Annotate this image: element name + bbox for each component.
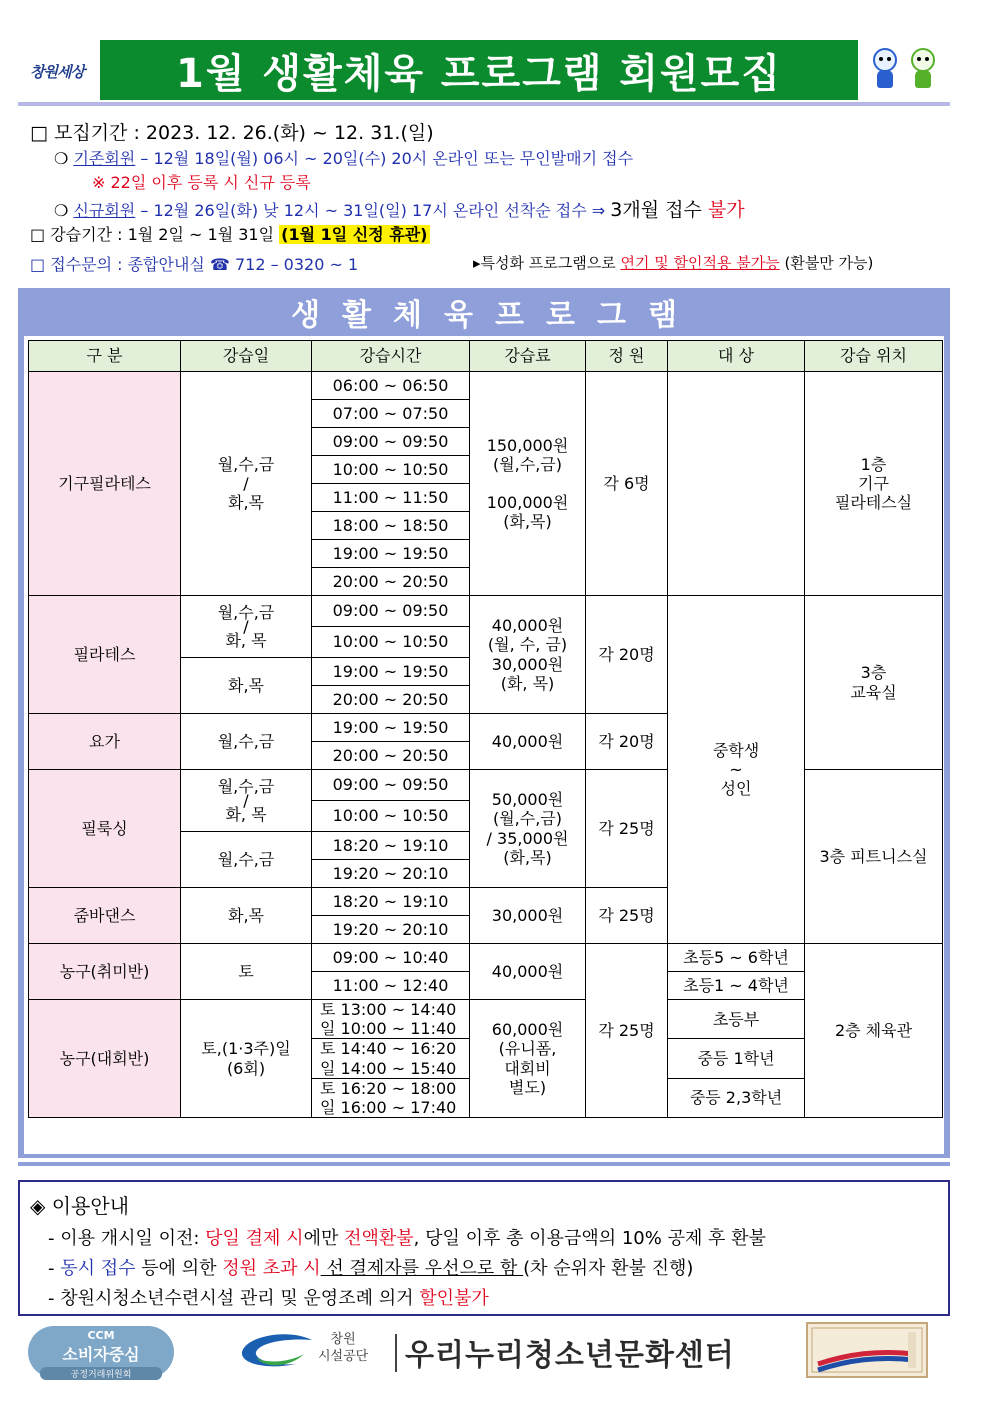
time-line: 일 14:00 ~ 15:40	[320, 1058, 457, 1078]
existing-member-text: – 12월 18일(월) 06시 ~ 20일(수) 20시 온라인 또는 무인발매기 접수	[135, 149, 634, 168]
footer-divider	[395, 1334, 397, 1372]
guide-red-text: 정원 초과 시	[222, 1258, 321, 1279]
time-line: 토 16:20 ~ 18:00	[320, 1078, 457, 1098]
new-member-text: – 12월 26일(화) 낮 12시 ~ 31일(일) 17시 온라인 선착순 접수 ⇒	[135, 201, 611, 220]
time-cell: 11:00 ~ 12:40	[312, 972, 470, 1000]
target-line: 성인	[720, 779, 752, 799]
guide-capacity-line	[48, 1254, 693, 1280]
ccm-top: CCM	[87, 1329, 115, 1342]
new-member-info	[54, 195, 745, 222]
header-target: 대 상	[668, 341, 805, 372]
guide-text: - 창원시청소년수련시설 관리 및 운영조례 의거	[48, 1288, 420, 1309]
time-cell: 19:00 ~ 19:50	[312, 540, 470, 568]
header-location: 강습 위치	[805, 341, 943, 372]
header-days: 강습일	[181, 341, 312, 372]
fee-line: 60,000원	[491, 1020, 564, 1040]
days-line: 화, 목	[225, 805, 267, 825]
facility-corp-name	[318, 1332, 368, 1366]
fee-line: / 35,000원	[486, 828, 569, 848]
fee-line: (화,목)	[503, 847, 552, 867]
fee-line: 50,000원	[491, 790, 564, 810]
fee-line: 150,000원	[486, 436, 569, 456]
guide-discount-line	[48, 1284, 489, 1310]
days-line: 토,(1·3주)일	[201, 1039, 291, 1059]
days-line: /	[243, 790, 249, 810]
three-month-not-allowed: 불가	[707, 199, 745, 221]
days-line: /	[243, 616, 249, 636]
capacity-cell: 각 6명	[586, 372, 668, 596]
days-cell: 월,수,금	[181, 832, 312, 888]
inquiry-info: □ 접수문의 : 종합안내실 ☎ 712 – 0320 ~ 1	[30, 255, 359, 274]
time-line: 토 14:40 ~ 16:20	[320, 1039, 457, 1059]
time-cell: 18:20 ~ 19:10	[312, 832, 470, 860]
existing-member-label: 기존회원	[73, 149, 136, 168]
header-category: 구 분	[29, 341, 181, 372]
location-line: 필라테스실	[834, 493, 913, 513]
guide-text: -	[48, 1258, 61, 1279]
capacity-cell: 각 25명	[586, 944, 668, 1118]
fee-cell	[470, 770, 586, 888]
fee-line: 별도)	[508, 1077, 547, 1097]
time-line: 일 10:00 ~ 11:40	[320, 1019, 457, 1039]
existing-member-info	[54, 146, 633, 169]
days-cell: 토	[181, 944, 312, 1000]
fee-line: 100,000원	[486, 492, 569, 512]
guide-text: 등에 의한	[135, 1258, 223, 1279]
days-cell	[181, 770, 312, 832]
location-cell-fitness: 3층 피트니스실	[805, 770, 943, 944]
time-cell: 20:00 ~ 20:50	[312, 742, 470, 770]
category-equip-pilates: 기구필라테스	[29, 372, 181, 596]
days-line: 화,목	[228, 493, 264, 513]
target-cell: 초등5 ~ 6학년	[668, 944, 805, 972]
days-cell	[181, 1000, 312, 1118]
table-row	[29, 944, 943, 972]
target-cell: 초등부	[668, 1000, 805, 1039]
ccm-logo	[28, 1326, 174, 1378]
header-fee: 강습료	[470, 341, 586, 372]
guide-text: , 당일 이후 총 이용금액의 10% 공제 후 환불	[413, 1228, 766, 1249]
special-suffix: (환불만 가능)	[779, 254, 874, 272]
fee-cell: 40,000원	[470, 714, 586, 770]
fee-line: 40,000원	[491, 616, 564, 636]
capacity-cell: 각 25명	[586, 770, 668, 888]
target-cell: 초등1 ~ 4학년	[668, 972, 805, 1000]
days-line: 월,수,금	[217, 454, 275, 474]
target-cell: 중등 1학년	[668, 1039, 805, 1078]
time-cell: 18:20 ~ 19:10	[312, 888, 470, 916]
time-cell: 09:00 ~ 09:50	[312, 770, 470, 801]
ccm-sub: 공정거래위원회	[40, 1367, 162, 1380]
category-pilboxing: 필룩싱	[29, 770, 181, 888]
time-cell: 19:20 ~ 20:10	[312, 916, 470, 944]
guide-title: ◈ 이용안내	[30, 1194, 130, 1218]
capacity-cell: 각 20명	[586, 714, 668, 770]
target-cell-adult	[668, 596, 805, 944]
time-cell: 18:00 ~ 18:50	[312, 512, 470, 540]
days-cell	[181, 596, 312, 658]
fee-line: (유니폼,	[498, 1039, 557, 1059]
city-logo	[26, 50, 88, 92]
recruit-period: □ 모집기간 : 2023. 12. 26.(화) ~ 12. 31.(일)	[30, 122, 434, 144]
time-cell: 10:00 ~ 10:50	[312, 627, 470, 658]
time-cell: 09:00 ~ 10:40	[312, 944, 470, 972]
time-cell: 20:00 ~ 20:50	[312, 568, 470, 596]
usage-guide	[18, 1180, 950, 1316]
fee-line: 30,000원	[491, 654, 564, 674]
page-title-bar	[100, 40, 858, 100]
table-row	[29, 770, 943, 801]
fee-line: (화,목)	[503, 511, 552, 531]
time-cell: 09:00 ~ 09:50	[312, 428, 470, 456]
guide-text: - 이용 개시일 이전:	[48, 1228, 206, 1249]
time-cell: 11:00 ~ 11:50	[312, 484, 470, 512]
bullet: ❍	[54, 201, 74, 220]
corp-line: 시설공단	[318, 1348, 369, 1364]
target-cell	[668, 372, 805, 596]
header-divider	[18, 102, 950, 106]
time-cell: 19:00 ~ 19:50	[312, 714, 470, 742]
special-prefix: ▸특성화 프로그램으로	[473, 254, 621, 272]
mascot-icons	[866, 44, 948, 96]
category-pilates: 필라테스	[29, 596, 181, 714]
fee-cell: 30,000원	[470, 888, 586, 944]
time-cell-pair	[312, 1078, 470, 1117]
three-month-label: 3개월 접수	[610, 199, 708, 221]
capacity-cell: 각 25명	[586, 888, 668, 944]
program-title-bar	[18, 288, 950, 336]
days-cell	[181, 372, 312, 596]
guide-underlined-text: 선 결제자를 우선으로 함	[320, 1258, 524, 1279]
time-cell-pair	[312, 1000, 470, 1039]
table-header-row	[29, 341, 943, 372]
ccm-main: 소비자중심	[62, 1345, 140, 1364]
fee-cell: 40,000원	[470, 944, 586, 1000]
time-cell: 19:20 ~ 20:10	[312, 860, 470, 888]
location-cell	[805, 372, 943, 596]
time-cell-pair	[312, 1039, 470, 1078]
location-line: 교육실	[850, 682, 897, 702]
fee-line: (월,수,금)	[492, 809, 563, 829]
header-time: 강습시간	[312, 341, 470, 372]
course-period-text: □ 강습기간 : 1월 2일 ~ 1월 31일	[30, 225, 280, 244]
category-basketball-hobby: 농구(취미반)	[29, 944, 181, 1000]
facility-corp-swoosh-icon	[238, 1330, 318, 1376]
fee-line: (화, 목)	[500, 673, 555, 693]
location-cell-edu	[805, 596, 943, 770]
days-line: (6회)	[226, 1058, 266, 1078]
special-program-notice	[473, 252, 873, 273]
target-cell: 중등 2,3학년	[668, 1078, 805, 1117]
fee-line: (월, 수, 금)	[487, 635, 568, 655]
guide-refund-line	[48, 1224, 766, 1250]
time-cell: 10:00 ~ 10:50	[312, 456, 470, 484]
days-line: 월,수,금	[217, 776, 275, 796]
days-cell: 월,수,금	[181, 714, 312, 770]
fee-cell	[470, 1000, 586, 1118]
days-line: 월,수,금	[217, 602, 275, 622]
program-title: 생활체육프로그램	[291, 298, 699, 333]
bullet: ❍	[54, 149, 74, 168]
time-line: 일 16:00 ~ 17:40	[320, 1097, 457, 1117]
time-line: 토 13:00 ~ 14:40	[320, 1000, 457, 1019]
category-basketball-team: 농구(대회반)	[29, 1000, 181, 1118]
location-cell-gym: 2층 체육관	[805, 944, 943, 1118]
time-cell: 20:00 ~ 20:50	[312, 686, 470, 714]
location-line: 1층	[860, 454, 887, 474]
course-period	[30, 222, 430, 245]
table-row	[29, 372, 943, 400]
new-member-label: 신규회원	[73, 201, 136, 220]
time-cell: 10:00 ~ 10:50	[312, 801, 470, 832]
location-line: 3층	[860, 663, 887, 683]
special-red: 연기 및 할인적용 불가능	[620, 254, 780, 272]
days-cell: 화,목	[181, 658, 312, 714]
header-capacity: 정 원	[586, 341, 668, 372]
category-zumba: 줌바댄스	[29, 888, 181, 944]
center-name: 우리누리청소년문화센터	[405, 1338, 735, 1373]
time-cell: 19:00 ~ 19:50	[312, 658, 470, 686]
time-cell: 09:00 ~ 09:50	[312, 596, 470, 627]
page-title: 1월 생활체육 프로그램 회원모집	[176, 50, 782, 97]
guide-red-text: 당일 결제 시	[205, 1228, 304, 1249]
target-line: 중학생	[712, 740, 760, 760]
location-line: 기구	[858, 473, 889, 493]
capacity-cell: 각 20명	[586, 596, 668, 714]
guide-text: (차 순위자 환불 진행)	[523, 1258, 694, 1279]
days-line: /	[243, 473, 249, 493]
table-row	[29, 596, 943, 627]
category-yoga: 요가	[29, 714, 181, 770]
program-bottom-rule	[18, 1162, 950, 1166]
corp-line: 창원	[330, 1332, 356, 1347]
days-cell: 화,목	[181, 888, 312, 944]
holiday-notice: (1월 1일 신정 휴관)	[281, 225, 428, 244]
time-cell: 06:00 ~ 06:50	[312, 372, 470, 400]
time-cell: 07:00 ~ 07:50	[312, 400, 470, 428]
target-line: ~	[729, 759, 743, 779]
fee-cell	[470, 372, 586, 596]
re-register-note: ※ 22일 이후 등록 시 신규 등록	[92, 173, 311, 192]
city-logo-text: 창원세상	[30, 62, 84, 81]
days-line: 화, 목	[225, 631, 267, 651]
mascot-green-icon	[908, 48, 938, 92]
program-table	[28, 340, 943, 1118]
fee-cell	[470, 596, 586, 714]
fee-line: 대회비	[504, 1058, 551, 1078]
fee-line: (월,수,금)	[492, 455, 563, 475]
guide-text: 에만	[303, 1228, 345, 1249]
guide-red-text: 전액환불	[344, 1228, 414, 1249]
service-quality-certificate-icon	[806, 1322, 928, 1378]
mascot-blue-icon	[870, 48, 900, 92]
guide-red-text: 할인불가	[419, 1288, 489, 1309]
guide-blue-text: 동시 접수	[60, 1258, 136, 1279]
